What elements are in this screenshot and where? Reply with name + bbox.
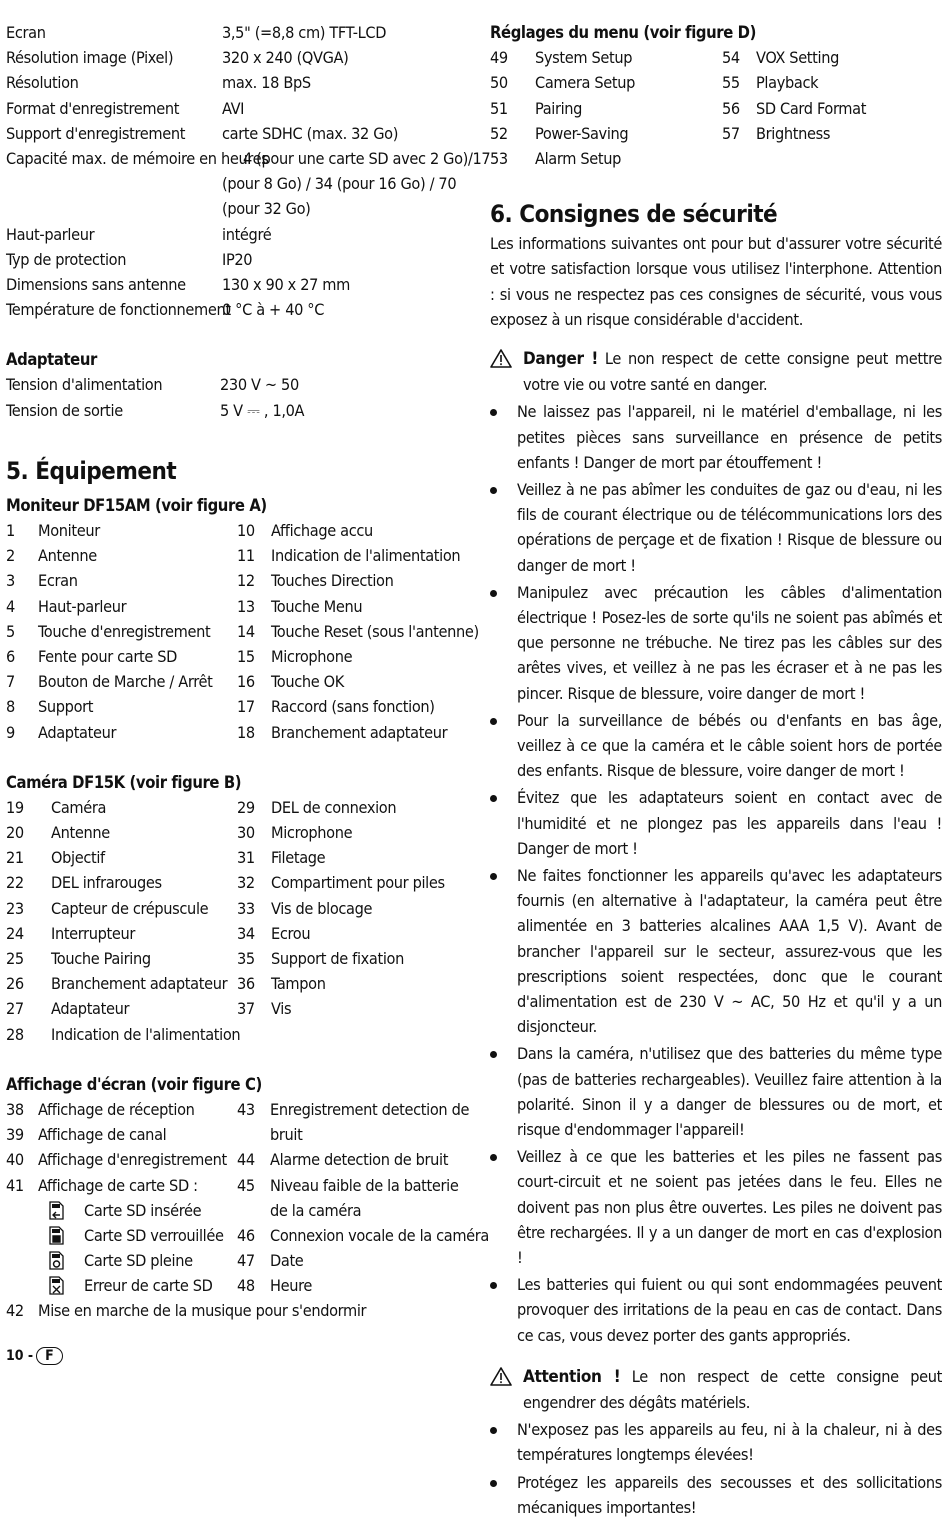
item-number: 20 — [6, 823, 24, 843]
safety-item-text: N'exposez pas les appareils au feu, ni à la chaleur, ni à des températures longtemps élevées! — [517, 1420, 942, 1465]
item-label: Date — [270, 1251, 304, 1271]
bullet-dot — [490, 1282, 497, 1289]
spec-label: Tension de sortie — [6, 400, 123, 420]
spec-value: 230 V ~ 50 — [220, 375, 299, 395]
attention-notice — [490, 1364, 942, 1415]
list-row — [6, 1173, 468, 1198]
specs-table — [6, 0, 491, 322]
bullet-dot — [490, 718, 497, 725]
page-footer — [6, 1347, 63, 1365]
item-number: 33 — [237, 898, 255, 918]
list-row — [6, 921, 468, 946]
spec-row — [6, 20, 468, 45]
item-number: 41 — [6, 1175, 24, 1195]
list-row — [6, 669, 468, 694]
spec-value: max. 18 BpS — [222, 73, 311, 93]
safety-item-text: Veillez à ce que les batteries et les piles ne fassent pas court-circuit et ne soient pas jetées dans le feu. Elles ne doivent pas non plus être ouvertes. Les piles ne doivent pas être rechargées. Il y a un danger de mort en cas d'explosion ! — [517, 1147, 942, 1268]
item-label: Affichage d'enregistrement — [38, 1150, 227, 1170]
item-label: Touche Reset (sous l'antenne) — [271, 621, 479, 641]
danger-text: Le non respect de cette consigne peut mettre votre vie ou votre santé en danger. — [523, 348, 942, 395]
item-label: Branchement adaptateur — [51, 974, 228, 994]
item-label: Microphone — [271, 823, 353, 843]
spec-value: 0 °C à + 40 °C — [222, 300, 325, 320]
list-row — [6, 845, 468, 870]
item-label: SD Card Format — [756, 98, 867, 118]
bullet-dot — [490, 487, 497, 494]
item-label: Indication de l'alimentation — [51, 1024, 241, 1044]
bullet-dot — [490, 1427, 497, 1434]
list-row — [6, 896, 468, 921]
item-label: Affichage de canal — [38, 1125, 167, 1145]
safety-item-text: Pour la surveillance de bébés ou d'enfants en bas âge, veillez à ce que la caméra et le câble soient hors de portée des enfants. Risque de blessure, voire danger de mort ! — [517, 710, 942, 781]
safety-item — [490, 785, 942, 861]
bullet-dot — [490, 795, 497, 802]
spec-row — [6, 297, 468, 322]
spec-row — [6, 398, 468, 423]
safety-item-text: Ne laissez pas l'appareil, ni le matériel d'emballage, ni les petites pièces sans surveillance en présence de petits enfants ! Danger de mort par étouffement ! — [517, 402, 942, 472]
safety-item-text: Protégez les appareils des secousses et des sollicitations mécaniques importantes! — [517, 1472, 942, 1517]
list-row — [6, 996, 468, 1021]
safety-item-text: Veillez à ne pas abîmer les conduites de gaz ou d'eau, ni les fils de courant électrique ou de télécommunications lors des opérations de perçage et de fixation ! Risque de blessure ou danger de mort ! — [517, 479, 942, 575]
list-row — [6, 1198, 468, 1223]
item-label: Erreur de carte SD — [84, 1276, 213, 1296]
item-number: 5 — [6, 621, 15, 641]
screen-title: Affichage d'écran (voir figure C) — [6, 1074, 262, 1094]
item-number: 4 — [6, 596, 15, 616]
item-number: 22 — [6, 873, 24, 893]
item-number: 29 — [237, 797, 255, 817]
list-row — [6, 1147, 468, 1172]
item-label: de la caméra — [270, 1200, 362, 1220]
item-number: 38 — [6, 1099, 24, 1119]
item-number: 57 — [722, 123, 740, 143]
list-row — [6, 795, 468, 820]
attention-label: Attention ! — [523, 1366, 621, 1387]
bullet-dot — [490, 1051, 497, 1058]
item-number: 1 — [6, 521, 15, 540]
item-number: 56 — [722, 98, 740, 118]
list-row — [6, 720, 468, 745]
screen-list — [6, 1097, 490, 1324]
menu-list — [490, 45, 942, 171]
safety-item — [490, 399, 942, 475]
item-number: 47 — [237, 1251, 255, 1271]
item-number: 7 — [6, 672, 15, 692]
item-label: Enregistrement detection de — [270, 1099, 470, 1119]
spec-row — [6, 121, 468, 146]
item-number: 6 — [6, 646, 15, 666]
safety-item — [490, 1417, 942, 1467]
item-label: Carte SD insérée — [84, 1200, 202, 1220]
item-number: 25 — [6, 949, 24, 968]
right-column — [490, 0, 942, 1520]
spec-label: Haut-parleur — [6, 224, 95, 244]
spec-row — [6, 70, 468, 95]
spec-label: Ecran — [6, 23, 46, 42]
item-number: 9 — [6, 722, 15, 742]
safety-item — [490, 708, 942, 784]
adapter-title: Adaptateur — [6, 350, 97, 370]
safety-item — [490, 1272, 942, 1348]
item-label: DEL de connexion — [271, 797, 397, 817]
monitor-list — [6, 518, 479, 745]
spec-row — [6, 96, 468, 121]
item-label: Connexion vocale de la caméra — [270, 1225, 490, 1245]
spec-row — [6, 45, 468, 70]
item-label: Affichage de réception — [38, 1099, 195, 1119]
sd-card-inserted-icon — [49, 1201, 64, 1220]
safety-item — [490, 1041, 942, 1142]
item-number: 28 — [6, 1024, 24, 1044]
spec-row — [6, 272, 468, 297]
section-5-title: 5. Équipement — [6, 456, 177, 485]
adapter-table — [6, 372, 468, 422]
list-row — [490, 96, 942, 121]
item-label: Bouton de Marche / Arrêt — [38, 672, 213, 692]
left-column — [6, 0, 491, 1324]
item-label: Mise en marche de la musique pour s'endormir — [38, 1301, 367, 1321]
item-number: 55 — [722, 73, 740, 93]
item-number: 43 — [237, 1099, 255, 1119]
safety-item — [490, 580, 942, 706]
item-label: Affichage de carte SD : — [38, 1175, 198, 1195]
item-number: 3 — [6, 571, 15, 591]
list-row — [6, 694, 468, 719]
spec-row — [6, 222, 468, 247]
item-label: Objectif — [51, 848, 105, 868]
item-label: Vis — [271, 999, 292, 1019]
item-label: Touche d'enregistrement — [38, 621, 211, 641]
item-number: 12 — [237, 571, 255, 591]
item-number: 32 — [237, 873, 255, 893]
item-label: Compartiment pour piles — [271, 873, 445, 893]
item-label: Support de fixation — [271, 949, 404, 968]
item-label: Alarme detection de bruit — [270, 1150, 449, 1170]
spec-label: Typ de protection — [6, 249, 127, 269]
item-label: Affichage accu — [271, 521, 373, 540]
item-label: Camera Setup — [535, 73, 635, 93]
safety-item-text: Manipulez avec précaution les câbles d'alimentation électrique ! Posez-les de sorte qu'ils ne soient pas abîmés et que personne ne trébuche. Ne tirez pas les câbles sur des arêtes vives, et veillez à ne pas les écraser et à ne pas les pincer. Risque de blessure, voire danger de mort ! — [517, 582, 942, 703]
spec-row — [6, 196, 468, 221]
item-number: 21 — [6, 848, 24, 868]
danger-notice — [490, 346, 942, 397]
list-row — [6, 946, 468, 971]
list-row — [6, 1223, 490, 1248]
item-label: Indication de l'alimentation — [271, 546, 461, 566]
spec-label: Support d'enregistrement — [6, 123, 186, 143]
item-number: 13 — [237, 596, 255, 616]
camera-list — [6, 795, 468, 1047]
spec-value: IP20 — [222, 249, 253, 269]
page-number: 10 - — [6, 1348, 34, 1364]
item-number: 17 — [237, 697, 255, 717]
item-label: Ecran — [38, 571, 78, 591]
monitor-title: Moniteur DF15AM (voir figure A) — [6, 495, 267, 515]
list-row — [6, 594, 468, 619]
item-number: 31 — [237, 848, 255, 868]
list-row — [6, 619, 479, 644]
item-number: 44 — [237, 1150, 255, 1170]
item-number: 10 — [237, 521, 255, 540]
item-label: Playback — [756, 73, 819, 93]
item-label: DEL infrarouges — [51, 873, 162, 893]
list-row — [490, 121, 942, 146]
item-label: Caméra — [51, 797, 107, 817]
bullet-dot — [490, 1480, 497, 1487]
item-label: Moniteur — [38, 521, 100, 540]
spec-row — [6, 146, 491, 171]
list-row — [490, 70, 942, 95]
item-number: 18 — [237, 722, 255, 742]
spec-value: carte SDHC (max. 32 Go) — [222, 123, 399, 143]
item-number: 15 — [237, 646, 255, 666]
item-label: Adaptateur — [51, 999, 130, 1019]
spec-value: 320 x 240 (QVGA) — [222, 48, 349, 68]
sd-card-full-icon — [49, 1251, 64, 1270]
spec-row — [6, 171, 468, 196]
item-label: Antenne — [38, 546, 97, 566]
item-label: Tampon — [271, 974, 326, 994]
list-row — [6, 568, 468, 593]
item-number: 54 — [722, 48, 740, 68]
item-number: 34 — [237, 923, 255, 943]
sd-card-locked-icon — [49, 1226, 64, 1245]
item-number: 36 — [237, 974, 255, 994]
item-label: Alarm Setup — [535, 148, 621, 168]
item-number: 8 — [6, 697, 15, 717]
spec-value: 3,5" (=8,8 cm) TFT-LCD — [222, 23, 387, 42]
danger-label: Danger ! — [523, 348, 598, 369]
safety-item — [490, 1144, 942, 1270]
list-row — [6, 518, 468, 543]
item-label: System Setup — [535, 48, 633, 68]
item-number: 48 — [237, 1276, 255, 1296]
safety-item-text: Dans la caméra, n'utilisez que des batteries du même type (pas de batteries rechargeables). Veuillez faire attention à la polarité. Sinon il y a danger de blessures ou de mort, et risque d'endommager l'appareil! — [517, 1044, 942, 1140]
spec-value: AVI — [222, 98, 245, 118]
list-row — [6, 1273, 468, 1298]
spec-label: Capacité max. de mémoire en heures — [6, 148, 269, 168]
warning-triangle-icon — [490, 1367, 512, 1386]
spec-label: Format d'enregistrement — [6, 98, 180, 118]
item-label: Microphone — [271, 646, 353, 666]
item-label: Ecrou — [271, 923, 311, 943]
list-row — [6, 820, 468, 845]
item-label: Pairing — [535, 98, 583, 118]
item-number: 27 — [6, 999, 24, 1019]
item-label: Capteur de crépuscule — [51, 898, 209, 918]
item-number: 53 — [490, 148, 508, 168]
item-number: 37 — [237, 999, 255, 1019]
item-number: 46 — [237, 1225, 255, 1245]
list-row — [6, 644, 468, 669]
spec-label: Température de fonctionnement — [6, 300, 231, 320]
safety-item-text: Les batteries qui fuient ou qui sont endommagées peuvent provoquer des irritations de la peau en cas de contact. Dans ce cas, vous devez porter des gants appropriés. — [517, 1275, 942, 1345]
item-label: Carte SD pleine — [84, 1251, 193, 1271]
spec-value: 4 (pour une carte SD avec 2 Go)/17 — [243, 148, 491, 168]
spec-label: Dimensions sans antenne — [6, 274, 186, 294]
item-label: Carte SD verrouillée — [84, 1225, 224, 1245]
item-number: 11 — [237, 546, 255, 566]
section-6-title: 6. Consignes de sécurité — [490, 200, 778, 229]
item-number: 51 — [490, 98, 508, 118]
item-label: VOX Setting — [756, 48, 839, 68]
safety-item-text: Ne faites fonctionner les appareils qu'avec les adaptateurs fournis (en alternative à l'adaptateur, la caméra peut être alimentée en 3 batteries alcalines AAA 1,5 V). Avant de brancher l'appareil sur le secteur, assurez-vous que les prescriptions soient respectées, donc que le courant d'alimentation est de 230 V ~ AC, 50 Hz et qu'il y a un disjoncteur. — [517, 866, 942, 1037]
item-number: 49 — [490, 48, 508, 68]
item-label: Brightness — [756, 123, 831, 143]
spec-label: Tension d'alimentation — [6, 375, 163, 395]
safety-item — [490, 477, 942, 578]
item-label: Interrupteur — [51, 923, 136, 943]
item-label: Support — [38, 697, 94, 717]
item-number: 14 — [237, 621, 255, 641]
attention-list — [490, 1417, 942, 1520]
spec-value: intégré — [222, 224, 272, 244]
item-label: Antenne — [51, 823, 110, 843]
sd-card-error-icon — [49, 1276, 64, 1295]
item-number: 2 — [6, 546, 15, 566]
spec-value: 130 x 90 x 27 mm — [222, 274, 350, 294]
menu-title: Réglages du menu (voir figure D) — [490, 23, 756, 42]
safety-item-text: Évitez que les adaptateurs soient en contact avec de l'humidité et ne plongez pas les appareils dans l'eau ! Danger de mort ! — [517, 788, 942, 858]
language-badge: F — [36, 1347, 63, 1365]
item-number: 52 — [490, 123, 508, 143]
warning-triangle-icon — [490, 349, 512, 368]
list-row — [490, 45, 942, 70]
bullet-dot — [490, 873, 497, 880]
item-number: 24 — [6, 923, 24, 943]
item-number: 50 — [490, 73, 508, 93]
safety-item — [490, 1470, 942, 1520]
spec-value: (pour 32 Go) — [222, 199, 311, 219]
spec-value: (pour 8 Go) / 34 (pour 16 Go) / 70 — [222, 174, 457, 194]
spec-label: Résolution image (Pixel) — [6, 48, 174, 68]
camera-title: Caméra DF15K (voir figure B) — [6, 772, 242, 792]
item-number: 39 — [6, 1125, 24, 1145]
bullet-dot — [490, 1154, 497, 1161]
item-number: 45 — [237, 1175, 255, 1195]
spec-row — [6, 247, 468, 272]
item-label: bruit — [270, 1125, 303, 1145]
item-label: Touche Menu — [271, 596, 363, 616]
item-label: Power-Saving — [535, 123, 629, 143]
danger-list — [490, 399, 942, 1348]
safety-intro: Les informations suivantes ont pour but d'assurer votre sécurité et votre satisfaction lorsque vous utilisez l'interphone. Attention : si vous ne respectez pas ces consignes de sécurité, vous vous exposez à un risque considérable d'accident. — [490, 234, 942, 329]
item-label: Filetage — [271, 848, 326, 868]
item-number: 42 — [6, 1301, 24, 1321]
item-label: Niveau faible de la batterie — [270, 1175, 459, 1195]
list-row — [6, 543, 468, 568]
item-label: Heure — [270, 1276, 312, 1296]
item-number: 40 — [6, 1150, 24, 1170]
list-row — [6, 1122, 468, 1147]
spec-row — [6, 372, 468, 397]
item-label: Haut-parleur — [38, 596, 127, 616]
safety-item — [490, 863, 942, 1039]
item-label: Fente pour carte SD — [38, 646, 177, 666]
item-label: Raccord (sans fonction) — [271, 697, 435, 717]
bullet-dot — [490, 409, 497, 416]
list-row — [6, 1298, 468, 1323]
item-label: Adaptateur — [38, 722, 117, 742]
item-label: Touches Direction — [271, 571, 394, 591]
item-label: Vis de blocage — [271, 898, 373, 918]
item-label: Touche OK — [271, 672, 344, 692]
item-label: Branchement adaptateur — [271, 722, 448, 742]
item-number: 16 — [237, 672, 255, 692]
spec-label: Résolution — [6, 73, 79, 93]
spec-value: 5 V ⎓ , 1,0A — [220, 400, 305, 420]
list-row — [6, 870, 468, 895]
item-number: 19 — [6, 797, 24, 817]
bullet-dot — [490, 590, 497, 597]
list-row — [6, 971, 468, 996]
item-label: Touche Pairing — [51, 949, 151, 968]
item-number: 23 — [6, 898, 24, 918]
list-row — [6, 1097, 468, 1122]
list-row — [6, 1248, 468, 1273]
attention-text: Le non respect de cette consigne peut engendrer des dégâts matériels. — [523, 1366, 942, 1413]
item-number: 35 — [237, 949, 255, 968]
list-row — [6, 1022, 468, 1047]
item-number: 30 — [237, 823, 255, 843]
item-number: 26 — [6, 974, 24, 994]
list-row — [490, 146, 942, 171]
